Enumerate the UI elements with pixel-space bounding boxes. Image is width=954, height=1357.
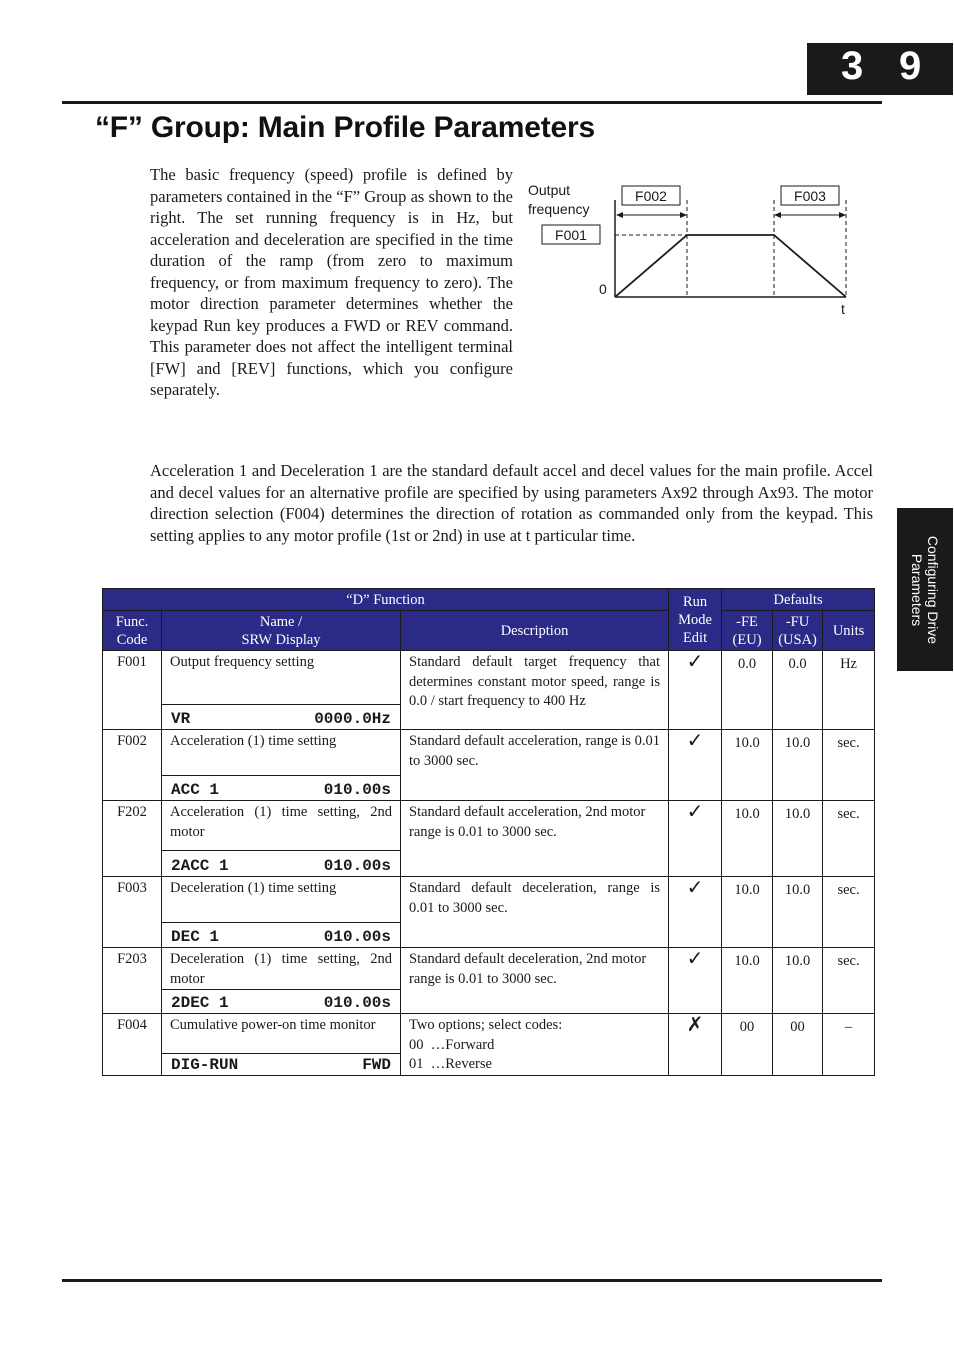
run-mode-edit: ✓ (669, 801, 722, 851)
fu-header-line2: (USA) (778, 631, 817, 648)
func-code: F203 (103, 948, 162, 1014)
diagram-ylabel-line1: Output (528, 182, 571, 198)
description-line: Standard default deceleration, 2nd motor (409, 951, 647, 967)
description-line: Standard default acceleration, 2nd motor (409, 804, 646, 820)
srw-display (162, 1054, 401, 1076)
run-mode-edit: ✓ (669, 877, 722, 923)
srw-display (162, 705, 401, 730)
srw-display (162, 990, 401, 1014)
units: sec. (823, 948, 875, 990)
description-line: range is 0.01 to 3000 sec. (409, 823, 557, 840)
bottom-rule (62, 1279, 882, 1282)
table-row (103, 948, 875, 990)
srw-display-label: ACC 1 (171, 781, 220, 799)
side-tab-line2: Parameters (909, 553, 925, 626)
page-title: “F” Group: Main Profile Parameters (95, 111, 595, 144)
units: sec. (823, 877, 875, 923)
srw-display-value: 010.00s (323, 781, 391, 799)
page-number: 9 (899, 44, 922, 88)
table-row (103, 801, 875, 851)
run-mode-edit: ✓ (669, 730, 722, 776)
run-mode-edit: ✓ (669, 948, 722, 990)
f002-arrow-left (616, 212, 623, 218)
name-header (162, 611, 401, 651)
name-header-line1: Name / (259, 613, 303, 630)
page-number-box (807, 43, 953, 95)
default-fu: 00 (773, 1014, 823, 1054)
run-header-line2: Mode (678, 611, 712, 628)
func-code: F202 (103, 801, 162, 877)
default-fu: 10.0 (773, 730, 823, 776)
code-header-line2: Code (116, 631, 148, 648)
run-header-line3: Edit (682, 629, 708, 646)
table-row (103, 877, 875, 923)
default-fu: 10.0 (773, 948, 823, 990)
parameter-description (401, 1014, 669, 1076)
table-row (103, 730, 875, 776)
parameter-description: Standard default acceleration, range is 0.01 to 3000 sec. (401, 730, 669, 801)
frequency-profile-diagram (520, 178, 860, 328)
srw-display-label: 2DEC 1 (171, 994, 229, 1012)
intro-paragraph: The basic frequency (speed) profile is defined by parameters contained in the “F” Group as shown to the right. The set running frequency is in Hz, but acceleration and deceleration are specified in the time duration of the ramp (from zero to maximum frequency, or from maximum frequency to zero). The motor direction parameter determines whether the keypad Run key produces a FWD or REV command. This parameter does not affect the intelligent terminal [FW] and [REV] functions, which you configure separately. (150, 165, 513, 399)
parameter-description: Standard default target frequency that determines constant motor speed, range is 0.0 / start frequency to 400 Hz (401, 651, 669, 730)
run-header-line1: Run (682, 593, 708, 610)
parameter-name: Deceleration (1) time setting (162, 877, 401, 923)
f003-arrow-left (774, 212, 781, 218)
table-row (103, 651, 875, 705)
function-header: “D” Function (103, 589, 669, 611)
f001-label: F001 (555, 227, 587, 243)
side-tab-line1: Configuring Drive (925, 535, 941, 644)
run-mode-edit-header (669, 589, 722, 651)
units: sec. (823, 730, 875, 776)
run-mode-edit: ✓ (669, 651, 722, 705)
units: – (823, 1014, 875, 1054)
parameter-name: Output frequency setting (162, 651, 401, 705)
units: sec. (823, 801, 875, 851)
default-fe: 10.0 (722, 730, 773, 776)
description-header: Description (401, 611, 669, 651)
default-fe: 0.0 (722, 651, 773, 705)
name-header-line2: SRW Display (241, 631, 321, 648)
func-code: F003 (103, 877, 162, 948)
top-rule (62, 101, 882, 104)
srw-display-value: 0000.0Hz (314, 710, 391, 728)
parameter-description (401, 948, 669, 1014)
table-row (103, 1014, 875, 1054)
fu-header (773, 611, 823, 651)
parameter-description (401, 801, 669, 877)
parameter-table (102, 588, 875, 1076)
default-fe: 10.0 (722, 801, 773, 851)
func-code: F001 (103, 651, 162, 730)
description-line: Two options; select codes: (409, 1017, 563, 1033)
parameter-description: Standard default deceleration, range is 0.01 to 3000 sec. (401, 877, 669, 948)
parameter-name: Acceleration (1) time setting, 2nd motor (162, 801, 401, 851)
default-fu: 0.0 (773, 651, 823, 705)
func-code-header (103, 611, 162, 651)
code-header-line1: Func. (115, 613, 149, 630)
fu-header-line1: -FU (785, 613, 810, 630)
fe-header-line1: -FE (736, 613, 758, 630)
f002-arrow-right (680, 212, 687, 218)
run-mode-edit: ✗ (669, 1014, 722, 1054)
parameter-name: Deceleration (1) time setting, 2nd motor (162, 948, 401, 990)
diagram-ylabel-line2: frequency (528, 201, 590, 217)
default-fe: 10.0 (722, 877, 773, 923)
chapter-side-tab (897, 508, 953, 671)
profile-curve (615, 235, 846, 297)
description-line: 00 …Forward (409, 1036, 495, 1053)
srw-display-value: 010.00s (323, 994, 391, 1012)
f003-label: F003 (794, 188, 826, 204)
time-axis-label: t (841, 301, 845, 317)
default-fu: 10.0 (773, 877, 823, 923)
default-fe: 10.0 (722, 948, 773, 990)
body-paragraph: Acceleration 1 and Deceleration 1 are the standard default accel and decel values for the main profile. Accel and decel values for an alternative profile are specified by using parameters Ax92 through Ax93. The motor direction selection (F004) determines the direction of rotation as commanded only from the keypad. This setting applies to any motor profile (1st or 2nd) in use at t particular time. (150, 461, 873, 545)
parameter-name: Cumulative power-on time monitor (162, 1014, 401, 1054)
chapter-number: 3 (841, 44, 864, 88)
srw-display (162, 923, 401, 948)
srw-display (162, 776, 401, 801)
func-code: F004 (103, 1014, 162, 1076)
default-fu: 10.0 (773, 801, 823, 851)
units: Hz (823, 651, 875, 705)
srw-display-label: 2ACC 1 (171, 857, 229, 875)
srw-display (162, 851, 401, 877)
parameter-name: Acceleration (1) time setting (162, 730, 401, 776)
fe-header (722, 611, 773, 651)
fe-header-line2: (EU) (732, 631, 762, 648)
f003-arrow-right (839, 212, 846, 218)
srw-display-label: VR (171, 710, 191, 728)
srw-display-label: DIG-RUN (171, 1056, 239, 1074)
f002-label: F002 (635, 188, 667, 204)
origin-label: 0 (599, 281, 607, 297)
srw-display-value: 010.00s (323, 857, 391, 875)
default-fe: 00 (722, 1014, 773, 1054)
description-line: 01 …Reverse (409, 1056, 492, 1072)
srw-display-label: DEC 1 (171, 928, 220, 946)
srw-display-value: 010.00s (323, 928, 391, 946)
units-header: Units (823, 611, 875, 651)
defaults-header: Defaults (722, 589, 875, 611)
description-line: range is 0.01 to 3000 sec. (409, 970, 557, 987)
func-code: F002 (103, 730, 162, 801)
srw-display-value: FWD (362, 1056, 391, 1074)
